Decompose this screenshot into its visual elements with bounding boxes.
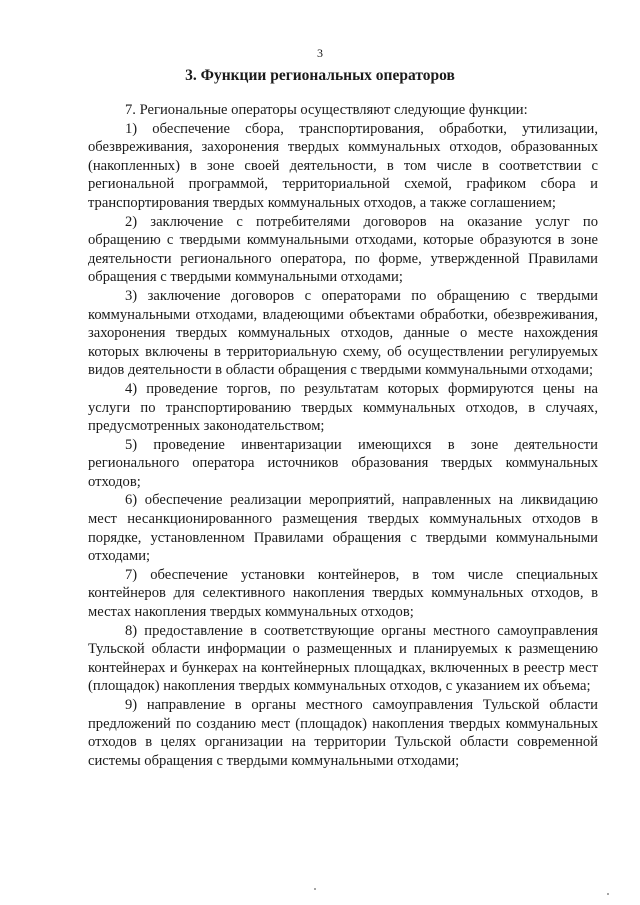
list-item-4: 4) проведение торгов, по результатам которых формируются цены на услуги по транспортированию твердых коммунальных отходов, в случаях, предусмотренных законодательством; (88, 380, 598, 435)
list-item-1: 1) обеспечение сбора, транспортирования, обработки, утилизации, обезвреживания, захоронения твердых коммунальных отходов, образованных (накопленных) в зоне своей деятельности, в том числе в соответствии с региональной программой, территориальной схемой, графиком сбора и транспортирования твердых коммунальных отходов, а также соглашением; (88, 120, 598, 211)
body-text (88, 101, 598, 770)
scan-speck (314, 888, 316, 890)
list-item-7: 7) обеспечение установки контейнеров, в том числе специальных контейнеров для селективного накопления твердых коммунальных отходов, в местах накопления твердых коммунальных отходов; (88, 566, 598, 621)
intro-paragraph: 7. Региональные операторы осуществляют следующие функции: (125, 102, 528, 118)
scan-speck (607, 893, 609, 895)
list-item-5: 5) проведение инвентаризации имеющихся в зоне деятельности регионального оператора источников образования твердых коммунальных отходов; (88, 436, 598, 490)
list-item-9: 9) направление в органы местного самоуправления Тульской области предложений по созданию мест (площадок) накопления твердых коммунальных отходов в целях организации на территории Тульской области современной системы обращения с твердыми коммунальными отходами; (88, 697, 598, 769)
page-number: 3 (317, 46, 323, 60)
list-item-2: 2) заключение с потребителями договоров на оказание услуг по обращению с твердыми коммунальными отходами, которые образуются в зоне деятельности регионального оператора, по форме, утвержденной Правилами обращения с твердыми коммунальными отходами; (88, 213, 598, 286)
list-item-6: 6) обеспечение реализации мероприятий, направленных на ликвидацию мест несанкционированного размещения твердых коммунальных отходов в порядке, установленном Правилами обращения с твердыми коммунальными отходами; (88, 492, 598, 565)
section-title: 3. Функции региональных операторов (185, 67, 455, 84)
list-item-3: 3) заключение договоров с операторами по обращению с твердыми коммунальными отходами, владеющими объектами обработки, обезвреживания, захоронения твердых коммунальных отходов, данные о месте нахождения которых включены в территориальную схему, об осуществлении регулируемых видов деятельности в области обращения с твердыми коммунальными отходами; (88, 287, 598, 379)
list-item-8: 8) предоставление в соответствующие органы местного самоуправления Тульской области информации о размещенных и планируемых к размещению контейнерах и бункерах на контейнерных площадках, включенных в реестр мест (площадок) накопления твердых коммунальных отходов, с указанием их объема; (88, 622, 598, 695)
